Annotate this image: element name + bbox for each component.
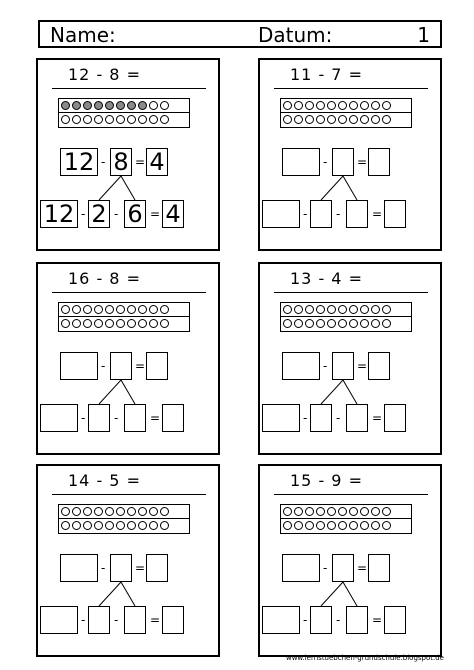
name-date-header [38, 20, 442, 48]
empty-counter-dot [305, 305, 314, 314]
empty-counter-dot [283, 115, 292, 124]
empty-counter-dot [338, 521, 347, 530]
filled-counter-dot [138, 101, 147, 110]
minus-sign: - [323, 155, 328, 169]
empty-counter-dot [338, 507, 347, 516]
empty-counter-dot [149, 521, 158, 530]
writing-line [274, 88, 428, 89]
equals-sign: = [150, 613, 161, 627]
empty-counter-dot [382, 115, 391, 124]
empty-counter-dot [127, 305, 136, 314]
minus-sign: - [336, 613, 341, 627]
empty-counter-dot [327, 305, 336, 314]
empty-counter-dot [149, 101, 158, 110]
answer-box[interactable] [384, 200, 406, 228]
empty-counter-dot [149, 319, 158, 328]
connector-line [321, 176, 343, 200]
connector-line [99, 380, 121, 404]
empty-counter-dot [327, 507, 336, 516]
twenty-frame [280, 504, 412, 534]
empty-counter-dot [371, 521, 380, 530]
empty-counter-dot [360, 115, 369, 124]
answer-box[interactable] [262, 606, 300, 634]
empty-counter-dot [294, 115, 303, 124]
empty-counter-dot [127, 521, 136, 530]
answer-box[interactable] [40, 404, 78, 432]
empty-counter-dot [160, 115, 169, 124]
connector-line [99, 582, 121, 606]
empty-counter-dot [72, 319, 81, 328]
answer-box[interactable] [146, 554, 168, 582]
filled-counter-dot [116, 101, 125, 110]
empty-counter-dot [349, 305, 358, 314]
equals-sign: = [135, 359, 146, 373]
writing-line [52, 292, 206, 293]
footer-url: www.lernstuebchen-grundschule.blogspot.de [285, 654, 444, 662]
answer-box[interactable]: 4 [162, 200, 184, 228]
empty-counter-dot [160, 319, 169, 328]
writing-line [52, 494, 206, 495]
minus-sign: - [101, 561, 106, 575]
minus-sign: - [303, 613, 308, 627]
minus-sign: - [303, 411, 308, 425]
empty-counter-dot [83, 521, 92, 530]
empty-counter-dot [160, 507, 169, 516]
minus-sign: - [303, 207, 308, 221]
answer-box[interactable] [368, 352, 390, 380]
minus-sign: - [336, 207, 341, 221]
empty-counter-dot [116, 521, 125, 530]
answer-box[interactable] [110, 554, 132, 582]
empty-counter-dot [283, 507, 292, 516]
empty-counter-dot [294, 507, 303, 516]
minus-sign: - [114, 207, 119, 221]
empty-counter-dot [371, 319, 380, 328]
empty-counter-dot [371, 115, 380, 124]
answer-box[interactable] [146, 352, 168, 380]
task-card [36, 262, 220, 455]
connector-line [121, 176, 135, 200]
empty-counter-dot [316, 521, 325, 530]
task-expression: 16 - 8 = [68, 269, 141, 288]
minus-sign: - [114, 411, 119, 425]
empty-counter-dot [338, 101, 347, 110]
twenty-frame [58, 98, 190, 128]
empty-counter-dot [283, 305, 292, 314]
answer-box[interactable] [368, 148, 390, 176]
answer-box[interactable] [282, 352, 320, 380]
empty-counter-dot [160, 521, 169, 530]
task-card [258, 262, 442, 455]
empty-counter-dot [316, 507, 325, 516]
empty-counter-dot [160, 305, 169, 314]
answer-box[interactable]: 12 [60, 148, 98, 176]
empty-counter-dot [371, 305, 380, 314]
empty-counter-dot [105, 115, 114, 124]
empty-counter-dot [327, 521, 336, 530]
empty-counter-dot [138, 507, 147, 516]
empty-counter-dot [283, 521, 292, 530]
answer-box[interactable] [262, 200, 300, 228]
empty-counter-dot [338, 319, 347, 328]
empty-counter-dot [338, 115, 347, 124]
empty-counter-dot [116, 305, 125, 314]
equals-sign: = [372, 207, 383, 221]
empty-counter-dot [72, 305, 81, 314]
writing-line [274, 494, 428, 495]
equals-sign: = [135, 561, 146, 575]
empty-counter-dot [283, 101, 292, 110]
empty-counter-dot [149, 115, 158, 124]
answer-box[interactable] [332, 148, 354, 176]
empty-counter-dot [61, 305, 70, 314]
answer-box[interactable] [384, 606, 406, 634]
empty-counter-dot [382, 101, 391, 110]
answer-box[interactable] [310, 404, 332, 432]
minus-sign: - [81, 613, 86, 627]
equals-sign: = [372, 411, 383, 425]
minus-sign: - [336, 411, 341, 425]
empty-counter-dot [349, 319, 358, 328]
minus-sign: - [323, 561, 328, 575]
task-expression: 11 - 7 = [290, 65, 363, 84]
answer-box[interactable] [162, 404, 184, 432]
answer-box[interactable] [310, 200, 332, 228]
filled-counter-dot [72, 101, 81, 110]
answer-box[interactable] [124, 404, 146, 432]
equals-sign: = [135, 155, 146, 169]
task-expression: 14 - 5 = [68, 471, 141, 490]
twenty-frame [58, 302, 190, 332]
empty-counter-dot [61, 319, 70, 328]
answer-box[interactable] [60, 554, 98, 582]
equals-sign: = [357, 359, 368, 373]
twenty-frame [58, 504, 190, 534]
empty-counter-dot [294, 305, 303, 314]
connector-line [121, 380, 135, 404]
empty-counter-dot [61, 115, 70, 124]
answer-box[interactable] [40, 606, 78, 634]
empty-counter-dot [61, 507, 70, 516]
task-expression: 13 - 4 = [290, 269, 363, 288]
empty-counter-dot [305, 507, 314, 516]
empty-counter-dot [305, 101, 314, 110]
task-card [258, 58, 442, 251]
empty-counter-dot [349, 115, 358, 124]
writing-line [52, 88, 206, 89]
empty-counter-dot [283, 319, 292, 328]
filled-counter-dot [105, 101, 114, 110]
connector-line [343, 380, 357, 404]
empty-counter-dot [338, 305, 347, 314]
task-card [36, 58, 220, 251]
empty-counter-dot [316, 101, 325, 110]
empty-counter-dot [127, 115, 136, 124]
empty-counter-dot [349, 507, 358, 516]
answer-box[interactable]: 12 [40, 200, 78, 228]
empty-counter-dot [305, 115, 314, 124]
empty-counter-dot [116, 115, 125, 124]
empty-counter-dot [83, 115, 92, 124]
empty-counter-dot [105, 305, 114, 314]
empty-counter-dot [138, 521, 147, 530]
empty-counter-dot [382, 507, 391, 516]
empty-counter-dot [294, 521, 303, 530]
empty-counter-dot [316, 319, 325, 328]
empty-counter-dot [149, 507, 158, 516]
answer-box[interactable] [162, 606, 184, 634]
answer-box[interactable] [262, 404, 300, 432]
empty-counter-dot [305, 319, 314, 328]
twenty-frame [280, 302, 412, 332]
empty-counter-dot [83, 319, 92, 328]
connector-line [343, 176, 357, 200]
answer-box[interactable] [384, 404, 406, 432]
empty-counter-dot [327, 101, 336, 110]
empty-counter-dot [83, 507, 92, 516]
empty-counter-dot [94, 305, 103, 314]
filled-counter-dot [61, 101, 70, 110]
equals-sign: = [372, 613, 383, 627]
task-card [36, 464, 220, 657]
answer-box[interactable]: 6 [124, 200, 146, 228]
equals-sign: = [357, 561, 368, 575]
empty-counter-dot [327, 319, 336, 328]
empty-counter-dot [371, 101, 380, 110]
empty-counter-dot [160, 101, 169, 110]
empty-counter-dot [294, 319, 303, 328]
equals-sign: = [150, 207, 161, 221]
answer-box[interactable]: 4 [146, 148, 168, 176]
answer-box[interactable] [88, 404, 110, 432]
empty-counter-dot [105, 521, 114, 530]
answer-box[interactable] [332, 352, 354, 380]
answer-box[interactable] [88, 606, 110, 634]
empty-counter-dot [360, 507, 369, 516]
answer-box[interactable]: 8 [110, 148, 132, 176]
twenty-frame [280, 98, 412, 128]
filled-counter-dot [83, 101, 92, 110]
connector-line [321, 582, 343, 606]
empty-counter-dot [349, 521, 358, 530]
equals-sign: = [150, 411, 161, 425]
page-number: 1 [417, 23, 430, 47]
empty-counter-dot [138, 319, 147, 328]
empty-counter-dot [149, 305, 158, 314]
task-expression: 15 - 9 = [290, 471, 363, 490]
minus-sign: - [114, 613, 119, 627]
answer-box[interactable] [282, 148, 320, 176]
writing-line [274, 292, 428, 293]
minus-sign: - [81, 411, 86, 425]
answer-box[interactable]: 2 [88, 200, 110, 228]
answer-box[interactable] [346, 606, 368, 634]
filled-counter-dot [94, 101, 103, 110]
empty-counter-dot [72, 521, 81, 530]
connector-line [99, 176, 121, 200]
empty-counter-dot [360, 521, 369, 530]
empty-counter-dot [138, 305, 147, 314]
empty-counter-dot [371, 507, 380, 516]
empty-counter-dot [116, 507, 125, 516]
task-card [258, 464, 442, 657]
answer-box[interactable] [282, 554, 320, 582]
empty-counter-dot [116, 319, 125, 328]
minus-sign: - [101, 359, 106, 373]
empty-counter-dot [94, 319, 103, 328]
empty-counter-dot [72, 507, 81, 516]
connector-line [121, 582, 135, 606]
minus-sign: - [323, 359, 328, 373]
empty-counter-dot [83, 305, 92, 314]
date-label: Datum: [258, 23, 333, 47]
empty-counter-dot [127, 507, 136, 516]
answer-box[interactable] [60, 352, 98, 380]
minus-sign: - [101, 155, 106, 169]
empty-counter-dot [94, 115, 103, 124]
connector-line [321, 380, 343, 404]
minus-sign: - [81, 207, 86, 221]
empty-counter-dot [305, 521, 314, 530]
empty-counter-dot [349, 101, 358, 110]
empty-counter-dot [94, 507, 103, 516]
empty-counter-dot [94, 521, 103, 530]
empty-counter-dot [294, 101, 303, 110]
answer-box[interactable] [346, 404, 368, 432]
name-label: Name: [50, 23, 116, 47]
empty-counter-dot [105, 507, 114, 516]
answer-box[interactable] [310, 606, 332, 634]
empty-counter-dot [360, 319, 369, 328]
empty-counter-dot [316, 115, 325, 124]
empty-counter-dot [382, 521, 391, 530]
empty-counter-dot [316, 305, 325, 314]
empty-counter-dot [382, 319, 391, 328]
empty-counter-dot [72, 115, 81, 124]
equals-sign: = [357, 155, 368, 169]
answer-box[interactable] [332, 554, 354, 582]
empty-counter-dot [327, 115, 336, 124]
answer-box[interactable] [124, 606, 146, 634]
answer-box[interactable] [346, 200, 368, 228]
answer-box[interactable] [110, 352, 132, 380]
task-expression: 12 - 8 = [68, 65, 141, 84]
empty-counter-dot [61, 521, 70, 530]
empty-counter-dot [360, 305, 369, 314]
empty-counter-dot [382, 305, 391, 314]
empty-counter-dot [127, 319, 136, 328]
empty-counter-dot [138, 115, 147, 124]
empty-counter-dot [105, 319, 114, 328]
answer-box[interactable] [368, 554, 390, 582]
empty-counter-dot [360, 101, 369, 110]
filled-counter-dot [127, 101, 136, 110]
connector-line [343, 582, 357, 606]
